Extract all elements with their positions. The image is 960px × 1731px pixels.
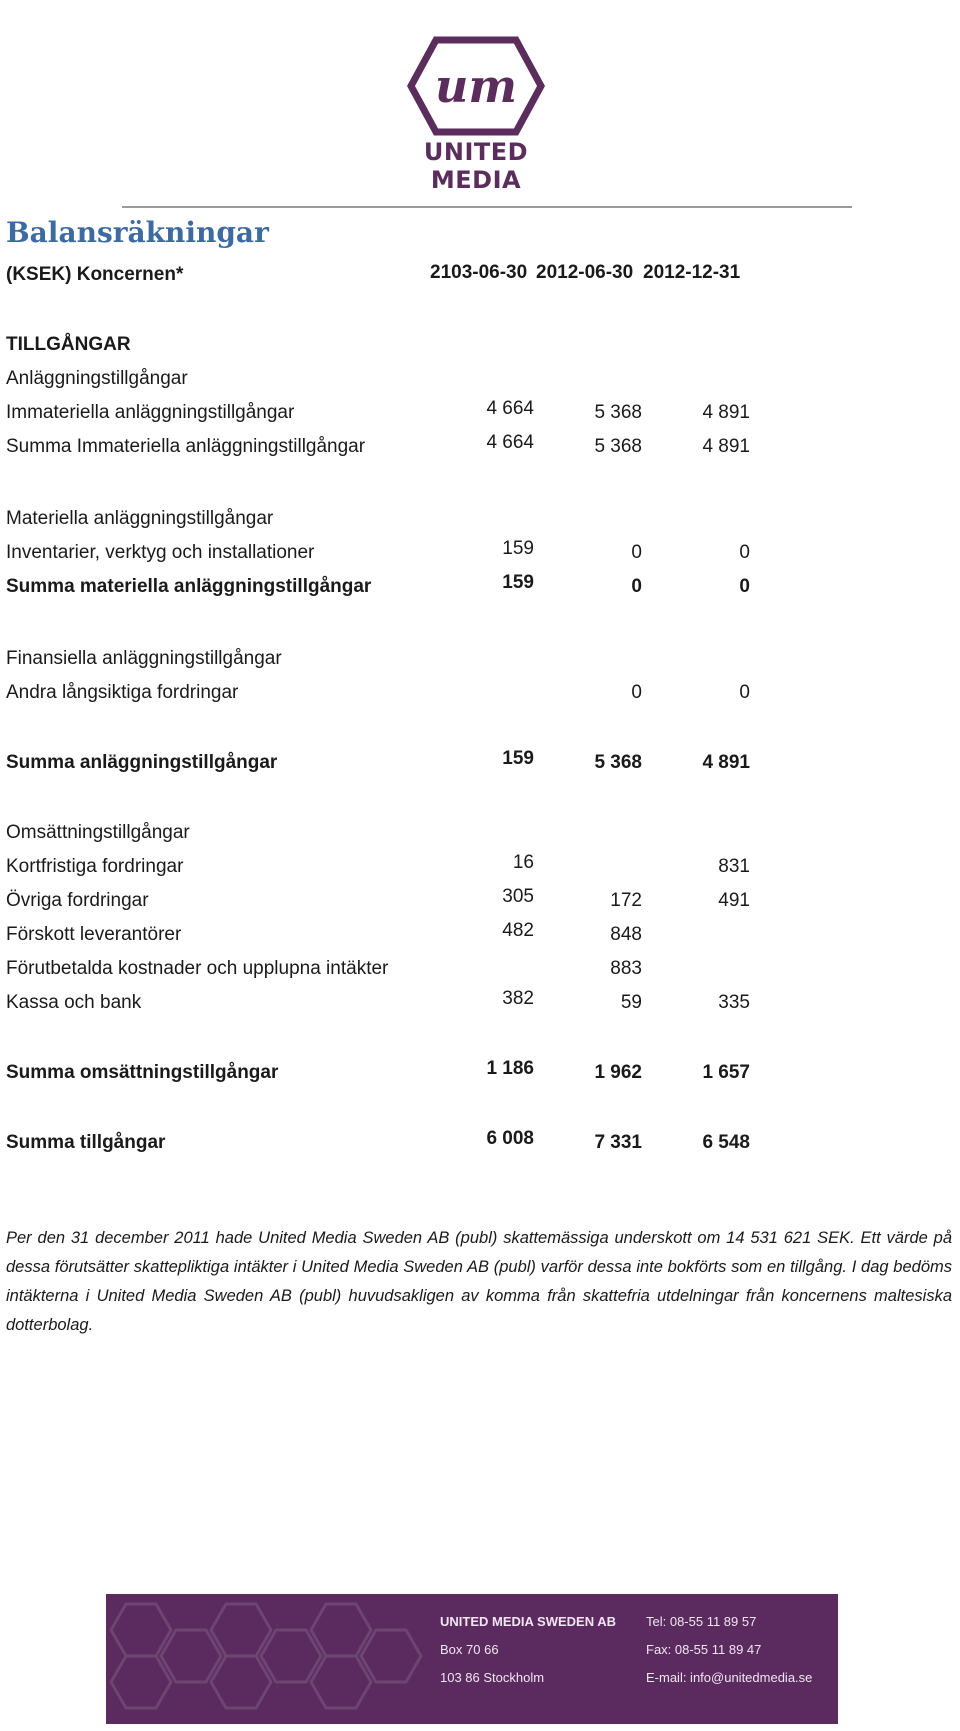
footer-company: UNITED MEDIA SWEDEN AB <box>440 1614 616 1629</box>
row-value-col2: 5 368 <box>594 402 642 423</box>
row-value-col2: 172 <box>610 890 642 911</box>
table-header-label: (KSEK) Koncernen* <box>6 264 184 285</box>
header-divider <box>122 206 852 208</box>
row-label: TILLGÅNGAR <box>6 334 131 355</box>
row-label: Immateriella anläggningstillgångar <box>6 402 295 423</box>
row-label: Kassa och bank <box>6 992 142 1013</box>
row-label: Omsättningstillgångar <box>6 822 190 843</box>
row-label: Kortfristiga fordringar <box>6 856 184 877</box>
row-value-col2: 59 <box>620 992 642 1013</box>
row-label: Summa materiella anläggningstillgångar <box>6 576 372 597</box>
row-value-col1: 382 <box>502 988 534 1009</box>
logo-mark: um <box>434 59 518 113</box>
row-label: Andra långsiktiga fordringar <box>6 682 239 703</box>
row-label: Förutbetalda kostnader och upplupna intäkter <box>6 958 389 979</box>
row-value-col1: 1 186 <box>486 1058 534 1079</box>
row-value-col2: 0 <box>631 682 642 703</box>
row-value-col1: 159 <box>502 538 534 559</box>
row-label: Summa tillgångar <box>6 1132 166 1153</box>
footer-box: Box 70 66 <box>440 1642 499 1657</box>
row-value-col1: 6 008 <box>486 1128 534 1149</box>
row-value-col1: 4 664 <box>486 432 534 453</box>
row-value-col3: 335 <box>718 992 750 1013</box>
table-row <box>0 1058 960 1092</box>
row-label: Finansiella anläggningstillgångar <box>6 648 282 669</box>
row-value-col3: 1 657 <box>702 1062 750 1083</box>
table-row <box>0 432 960 466</box>
logo-text: UNITED MEDIA <box>423 138 529 194</box>
table-row <box>0 1128 960 1162</box>
row-value-col1: 159 <box>502 572 534 593</box>
table-row <box>0 958 960 988</box>
table-row <box>0 648 960 678</box>
table-row <box>0 852 960 886</box>
table-row <box>0 572 960 606</box>
table-row <box>0 886 960 920</box>
row-label: Summa Immateriella anläggningstillgångar <box>6 436 366 457</box>
row-value-col1: 4 664 <box>486 398 534 419</box>
table-row <box>0 822 960 852</box>
row-value-col3: 6 548 <box>702 1132 750 1153</box>
table-row <box>0 334 960 364</box>
footer-banner <box>106 1594 838 1724</box>
row-value-col1: 159 <box>502 748 534 769</box>
row-label: Förskott leverantörer <box>6 924 182 945</box>
footer-city: 103 86 Stockholm <box>440 1670 545 1685</box>
row-value-col1: 16 <box>512 852 534 873</box>
footer-email: E-mail: info@unitedmedia.se <box>646 1670 813 1685</box>
table-row <box>0 988 960 1022</box>
table-row <box>0 682 960 712</box>
row-label: Inventarier, verktyg och installationer <box>6 542 315 563</box>
table-row <box>0 508 960 538</box>
row-value-col2: 848 <box>610 924 642 945</box>
row-value-col1: 305 <box>502 886 534 907</box>
row-value-col3: 0 <box>739 576 750 597</box>
row-value-col3: 4 891 <box>702 752 750 773</box>
row-value-col2: 5 368 <box>594 752 642 773</box>
table-row <box>0 748 960 782</box>
footer-contact <box>646 1608 812 1692</box>
table-row <box>0 920 960 954</box>
table-row <box>0 398 960 432</box>
row-value-col2: 0 <box>631 576 642 597</box>
row-label: Anläggningstillgångar <box>6 368 188 389</box>
footer-phone: Tel: 08-55 11 89 57 <box>646 1614 757 1629</box>
row-label: Summa anläggningstillgångar <box>6 752 278 773</box>
row-value-col2: 883 <box>610 958 642 979</box>
footer-address <box>440 1608 616 1692</box>
row-value-col2: 7 331 <box>594 1132 642 1153</box>
column-header-3: 2012-12-31 <box>643 262 741 283</box>
row-value-col2: 5 368 <box>594 436 642 457</box>
column-header-2: 2012-06-30 <box>536 262 634 283</box>
row-value-col3: 0 <box>739 682 750 703</box>
row-value-col3: 4 891 <box>702 402 750 423</box>
row-value-col2: 1 962 <box>594 1062 642 1083</box>
row-value-col3: 4 891 <box>702 436 750 457</box>
hexagon-logo-icon <box>376 36 576 136</box>
page-title: Balansräkningar <box>6 216 269 249</box>
row-label: Summa omsättningstillgångar <box>6 1062 279 1083</box>
row-value-col3: 0 <box>739 542 750 563</box>
row-value-col3: 491 <box>718 890 750 911</box>
row-label: Övriga fordringar <box>6 890 149 911</box>
column-header-1: 2103-06-30 <box>430 262 528 283</box>
row-value-col3: 831 <box>718 856 750 877</box>
row-label: Materiella anläggningstillgångar <box>6 508 274 529</box>
table-row <box>0 368 960 398</box>
company-logo <box>376 36 576 194</box>
table-row <box>0 538 960 572</box>
footnote: Per den 31 december 2011 hade United Media Sweden AB (publ) skattemässiga underskott om 14 531 621 SEK. Ett värde på dessa förutsätter skattepliktiga intäkter i United Media Sweden AB (publ) varför dessa inte bokförts som en tillgång. I dag bedöms intäkterna i United Media Sweden AB (publ) huvudsakligen av komma från skattefria utdelningar från koncernens maltesiska dotterbolag. <box>6 1229 952 1334</box>
row-value-col1: 482 <box>502 920 534 941</box>
row-value-col2: 0 <box>631 542 642 563</box>
footer-fax: Fax: 08-55 11 89 47 <box>646 1642 762 1657</box>
